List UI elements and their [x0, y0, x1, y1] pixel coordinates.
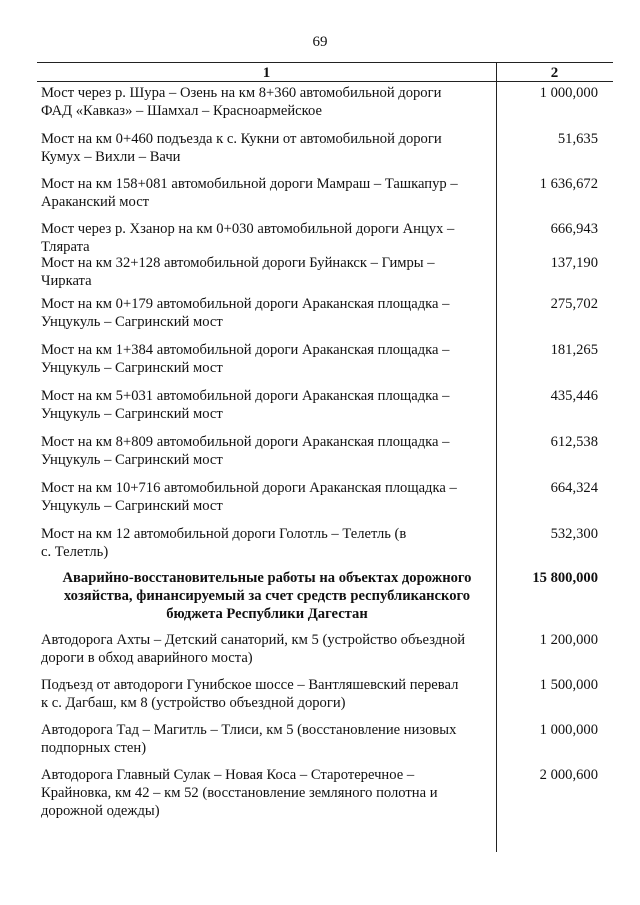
row-description: Мост на км 0+460 подъезда к с. Кукни от автомобильной дороги Кумух – Вихли – Вачи [41, 131, 442, 165]
row-amount: 1 000,000 [539, 85, 598, 101]
row-amount: 612,538 [550, 434, 598, 450]
row-amount: 137,190 [550, 255, 598, 271]
row-description: Автодорога Ахты – Детский санаторий, км 5 (устройство объездной дороги в обход аварийного моста) [41, 632, 466, 666]
table-top-rule [37, 62, 613, 63]
row-description: Мост на км 1+384 автомобильной дороги Араканская площадка – Унцукуль – Сагринский мост [41, 342, 450, 376]
row-description: Мост на км 0+179 автомобильной дороги Араканская площадка – Унцукуль – Сагринский мост [41, 296, 450, 330]
row-amount: 275,702 [550, 296, 598, 312]
row-amount: 532,300 [550, 526, 598, 542]
row-amount: 666,943 [550, 221, 598, 237]
row-description: Мост через р. Хзанор на км 0+030 автомобильной дороги Анцух – Тлярата [41, 221, 455, 255]
row-description: Мост через р. Шура – Озень на км 8+360 автомобильной дороги ФАД «Кавказ» – Шамхал – Красноармейское [41, 85, 442, 119]
row-amount: 435,446 [550, 388, 598, 404]
row-description: Мост на км 5+031 автомобильной дороги Араканская площадка – Унцукуль – Сагринский мост [41, 388, 450, 422]
row-amount: 1 200,000 [539, 632, 598, 648]
row-description: Мост на км 158+081 автомобильной дороги Мамраш – Ташкапур – Араканский мост [41, 176, 458, 210]
row-description: Автодорога Главный Сулак – Новая Коса – Старотеречное – Крайновка, км 42 – км 52 (восстановление земляного полотна и дорожной одежды) [41, 767, 438, 819]
row-description: Автодорога Тад – Магитль – Тлиси, км 5 (восстановление низовых подпорных стен) [41, 722, 457, 756]
row-amount: 664,324 [550, 480, 598, 496]
budget-table [37, 60, 613, 855]
row-description: Мост на км 8+809 автомобильной дороги Араканская площадка – Унцукуль – Сагринский мост [41, 434, 450, 468]
column-header-2: 2 [550, 65, 559, 81]
header-rule [37, 81, 613, 82]
row-amount: 51,635 [557, 131, 598, 147]
section-heading: Аварийно-восстановительные работы на объектах дорожного хозяйства, финансируемый за счет средств республиканского бюджета Республики Дагестан [62, 570, 472, 622]
column-header-1: 1 [262, 65, 271, 81]
row-amount: 181,265 [550, 342, 598, 358]
row-description: Подъезд от автодороги Гунибское шоссе – Вантляшевский перевал к с. Дагбаш, км 8 (устройство объездной дороги) [41, 677, 459, 711]
row-amount: 1 000,000 [539, 722, 598, 738]
row-description: Мост на км 10+716 автомобильной дороги Араканская площадка – Унцукуль – Сагринский мост [41, 480, 457, 514]
row-amount: 2 000,600 [539, 767, 598, 783]
page-number: 69 [312, 34, 328, 50]
row-amount: 1 500,000 [539, 677, 598, 693]
section-total: 15 800,000 [532, 570, 598, 586]
row-amount: 1 636,672 [539, 176, 598, 192]
row-description: Мост на км 12 автомобильной дороги Голотль – Телетль (в с. Телетль) [41, 526, 407, 560]
row-description: Мост на км 32+128 автомобильной дороги Буйнакск – Гимры – Чирката [41, 255, 435, 289]
